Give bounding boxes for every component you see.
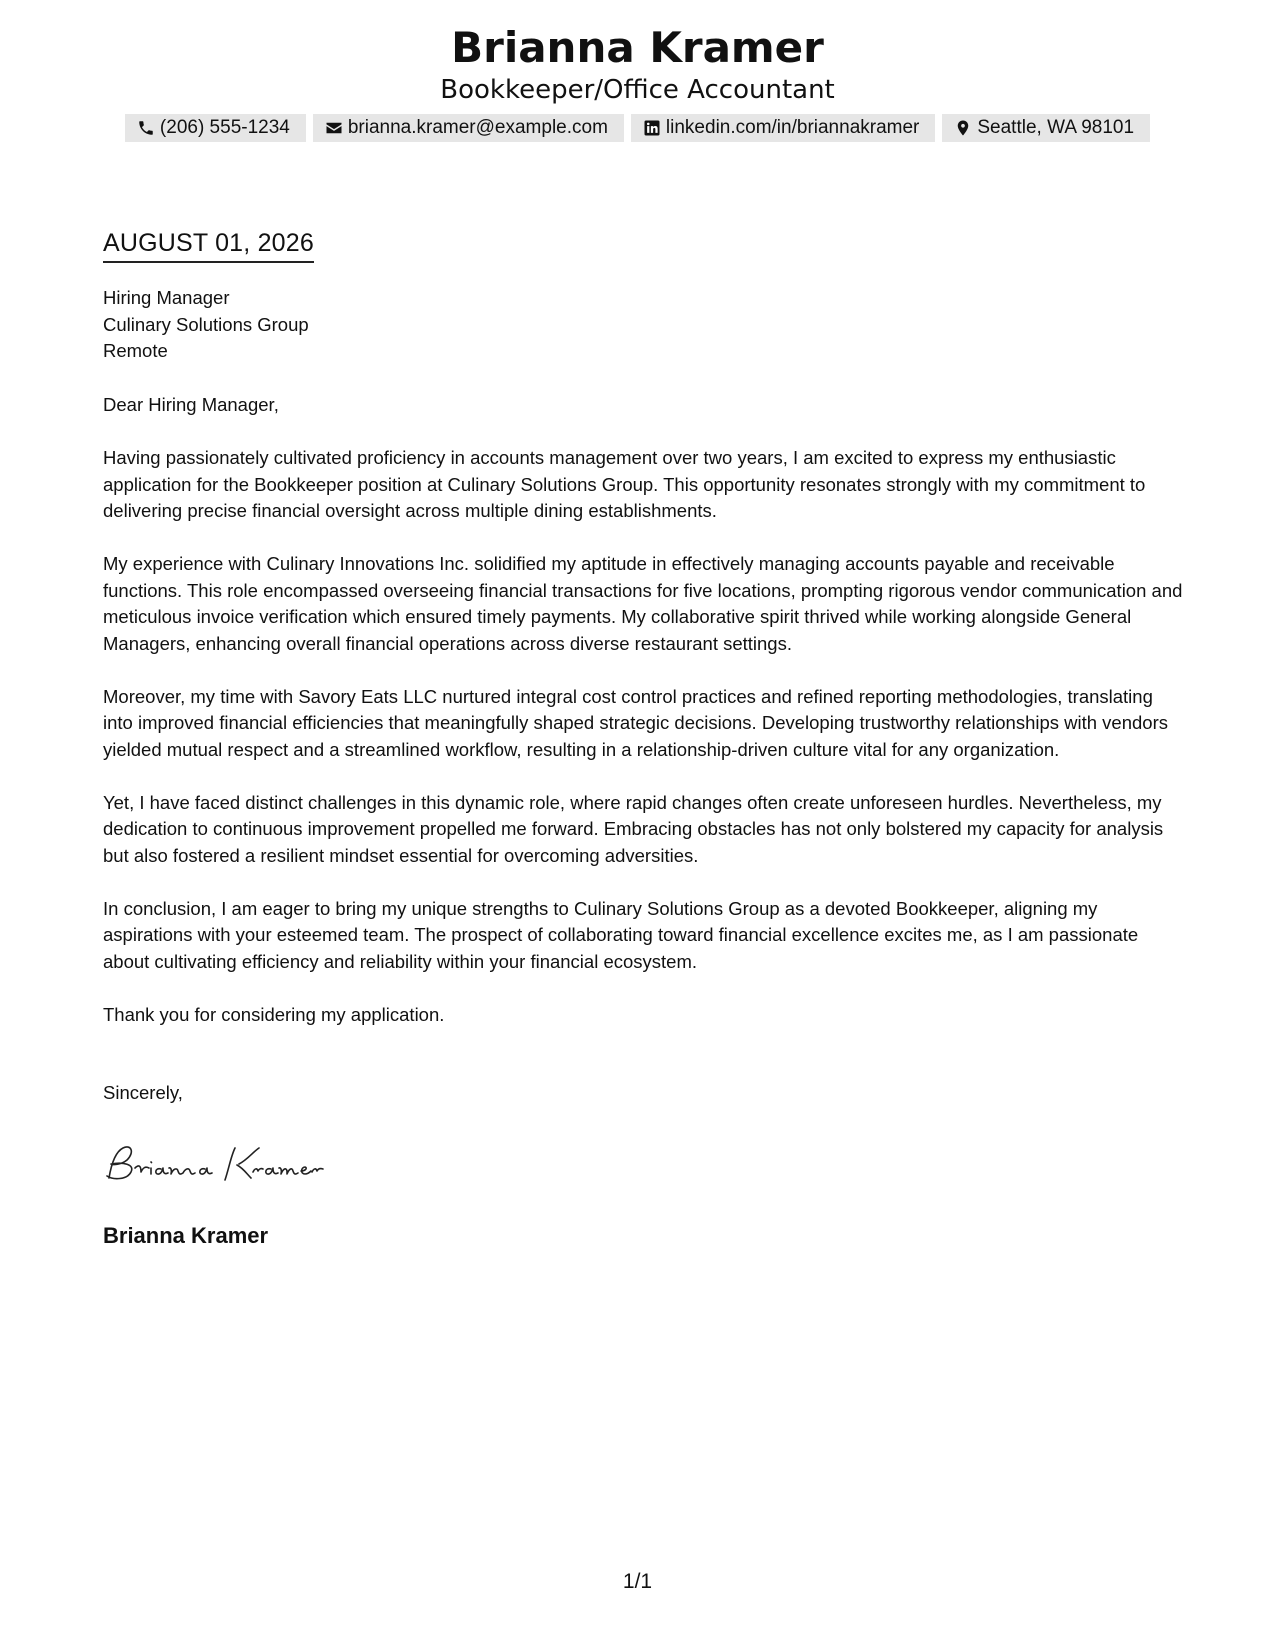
letter-header: [0, 22, 1275, 106]
closing: Sincerely,: [103, 1082, 183, 1103]
linkedin-text: linkedin.com/in/briannakramer: [665, 117, 920, 138]
page-indicator: 1/1: [622, 1570, 653, 1593]
contact-phone[interactable]: [125, 114, 306, 142]
phone-icon: [137, 119, 155, 137]
body-paragraph: My experience with Culinary Innovations Inc. solidified my aptitude in effectively managing accounts payable and receivable functions. This role encompassed overseeing financial transactions for five locations, prompting rigorous vendor communication and meticulous invoice verification which ensured timely payments. My collaborative spirit thrived while working alongside General Managers, enhancing overall financial operations across diverse restaurant settings.: [103, 553, 1183, 654]
letter-date: AUGUST 01, 2026: [103, 226, 314, 263]
salutation: Dear Hiring Manager,: [103, 394, 279, 415]
envelope-icon: [325, 119, 343, 137]
contact-bar: [0, 114, 1275, 142]
recipient-title: Hiring Manager: [103, 287, 230, 308]
applicant-name: Brianna Kramer: [451, 23, 824, 72]
body-paragraph: Yet, I have faced distinct challenges in this dynamic role, where rapid changes often create unforeseen hurdles. Nevertheless, my dedication to continuous improvement propelled me forward. Embracing obstacles has not only bolstered my capacity for analysis but also fostered a resilient mindset essential for overcoming adversities.: [103, 791, 1164, 866]
contact-location: [942, 114, 1150, 142]
contact-email[interactable]: [313, 114, 624, 142]
recipient-company: Culinary Solutions Group: [103, 313, 309, 335]
email-text: brianna.kramer@example.com: [347, 117, 608, 138]
body-paragraph: In conclusion, I am eager to bring my unique strengths to Culinary Solutions Group as a devoted Bookkeeper, aligning my aspirations with your esteemed team. The prospect of collaborating toward financial excellence excites me, as I am passionate about cultivating efficiency and reliability within your financial ecosystem.: [103, 897, 1139, 972]
thank-you-line: Thank you for considering my application.: [103, 1003, 445, 1025]
linkedin-icon: [643, 119, 661, 137]
location-text: Seattle, WA 98101: [977, 117, 1135, 138]
contact-linkedin[interactable]: [631, 114, 935, 142]
body-paragraph: Having passionately cultivated proficiency in accounts management over two years, I am excited to express my enthusiastic application for the Bookkeeper position at Culinary Solutions Group. This opportunity resonates strongly with my commitment to delivering precise financial oversight across multiple dining establishments.: [103, 447, 1146, 521]
recipient-block: [103, 285, 309, 365]
letter-body: [103, 392, 1183, 1055]
signer-name: Brianna Kramer: [103, 1223, 269, 1248]
map-pin-icon: [954, 119, 972, 137]
handwritten-signature: [101, 1138, 371, 1188]
body-paragraph: Moreover, my time with Savory Eats LLC nurtured integral cost control practices and refined reporting methodologies, translating into improved financial efficiencies that meaningfully shaped strategic decisions. Developing trustworthy relationships with vendors yielded mutual respect and a streamlined workflow, resulting in a relationship-driven culture vital for any organization.: [103, 685, 1168, 760]
phone-text: (206) 555-1234: [159, 117, 290, 138]
applicant-role: Bookkeeper/Office Accountant: [440, 75, 835, 105]
recipient-location: Remote: [103, 340, 168, 361]
